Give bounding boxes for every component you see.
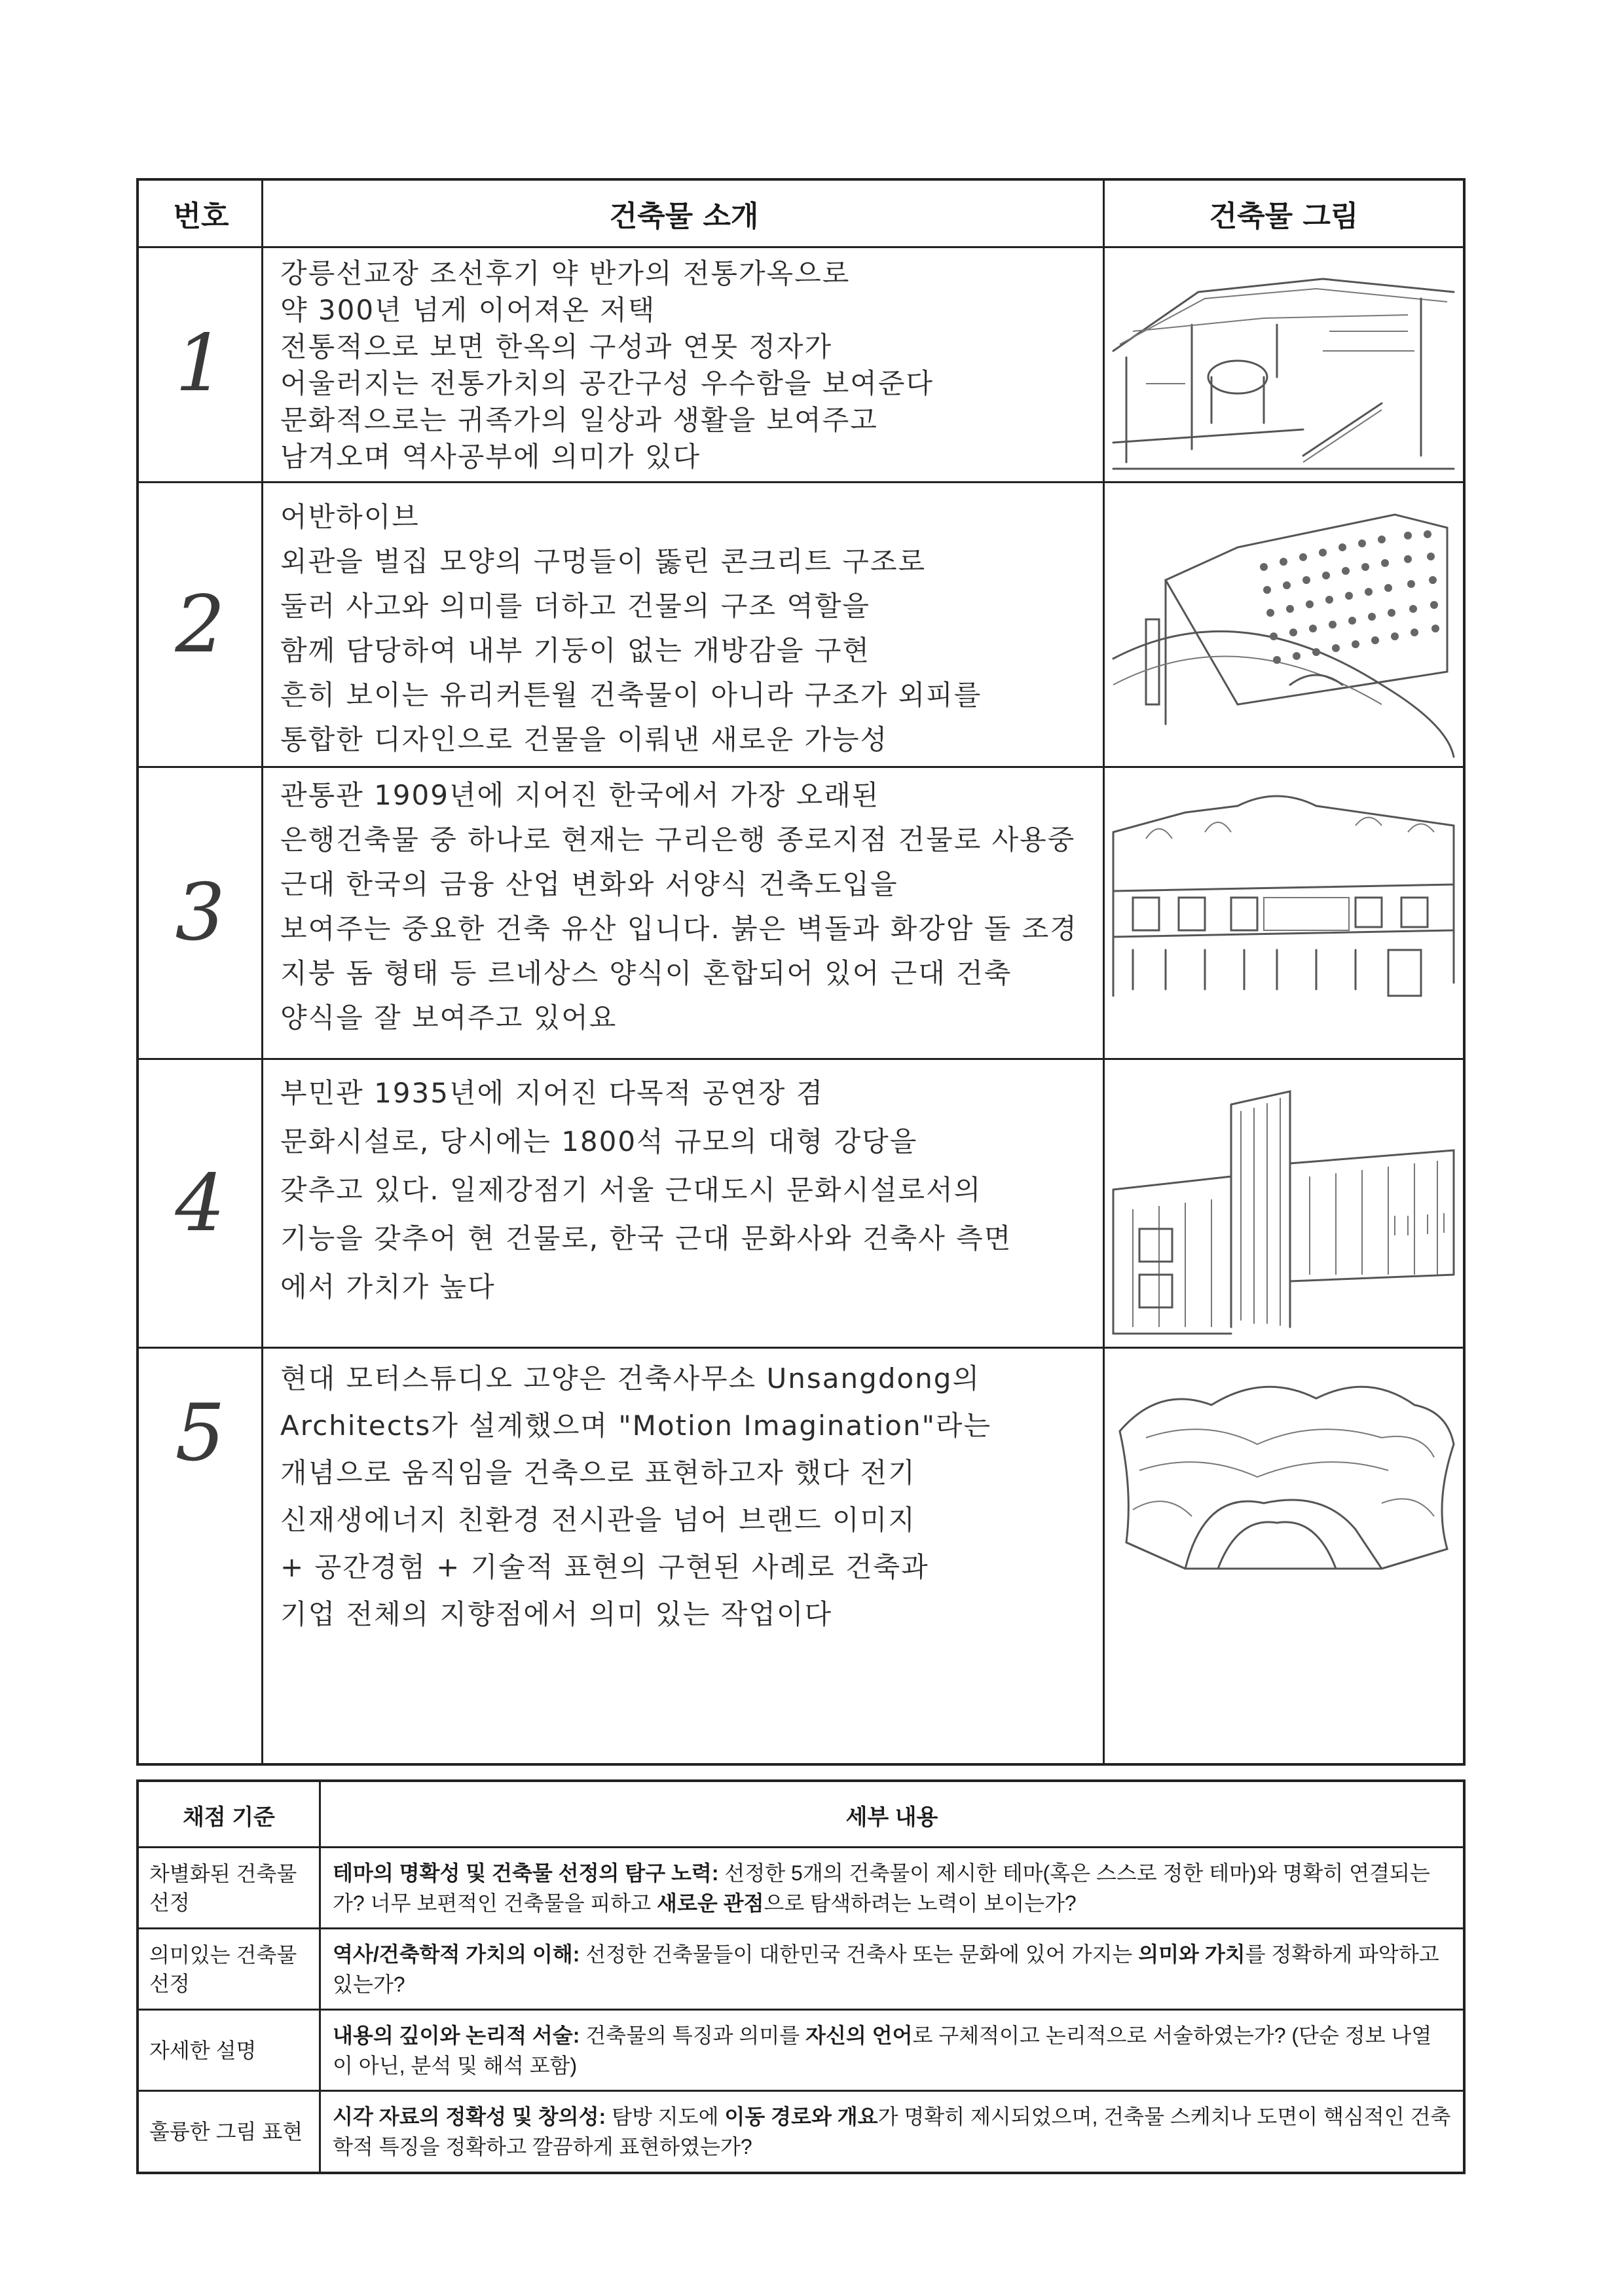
curved-shell-pavilion-sketch-icon [1107, 1359, 1460, 1595]
criterion-detail [321, 1848, 1463, 1927]
row-number: 5 [175, 1388, 225, 1479]
criteria-header-detail: 세부 내용 [845, 1804, 938, 1830]
description-line: 지붕 돔 형태 등 르네상스 양식이 혼합되어 있어 근대 건축 [280, 957, 1012, 989]
criterion-detail-text [333, 2102, 1451, 2162]
criterion-text: 가 명확히 제시되었으며, 건축물 스케치나 도면이 핵심적인 건축학적 특징을 정확하고 깔끔하게 표현하였는가? [333, 2105, 1451, 2159]
description-line: 약 300년 넘게 이어져온 저택 [280, 294, 656, 326]
description-line: 부민관 1935년에 지어진 다목적 공연장 겸 [280, 1077, 824, 1109]
description-line: 관통관 1909년에 지어진 한국에서 가장 오래된 [280, 779, 880, 811]
criterion-text: 건축물의 특징과 의미를 [580, 2023, 806, 2047]
criterion-bold-lead: 테마의 명확성 및 건축물 선정의 탐구 노력: [333, 1861, 719, 1885]
description-line: 양식을 잘 보여주고 있어요 [280, 1002, 618, 1034]
description-line: 흔히 보이는 유리커튼월 건축물이 아니라 구조가 외피를 [280, 679, 982, 711]
description-line: 어반하이브 [280, 501, 420, 533]
description-line: + 공간경험 + 기술적 표현의 구현된 사례로 건축과 [280, 1551, 929, 1583]
criterion-text: 으로 탐색하려는 노력이 보이는가? [764, 1891, 1077, 1915]
description-line: 어울러지는 전통가치의 공간구성 우수함을 보여준다 [280, 367, 934, 399]
criterion-text: 를 정확하게 파악하고 있는가? [333, 1942, 1439, 1996]
description-line: 신재생에너지 친환경 전시관을 넘어 브랜드 이미지 [280, 1504, 916, 1536]
description-line: 에서 가치가 높다 [280, 1271, 496, 1303]
criterion-text: 선정한 건축물들이 대한민국 건축사 또는 문화에 있어 가지는 [580, 1942, 1139, 1966]
row-description [263, 246, 1103, 481]
description-line: 개념으로 움직임을 건축으로 표현하고자 했다 전기 [280, 1457, 916, 1489]
honeycomb-facade-sketch-icon [1107, 488, 1460, 763]
description-line: 보여주는 중요한 건축 유산 입니다. 붉은 벽돌과 화강암 돌 조경 [280, 913, 1078, 945]
description-line: 전통적으로 보면 한옥의 구성과 연못 정자가 [280, 331, 833, 363]
description-line: Architects가 설계했으며 "Motion Imagination"라는 [280, 1410, 992, 1442]
criterion-detail-text [333, 1858, 1451, 1918]
header-intro: 건축물 소개 [263, 181, 1105, 248]
criterion-detail-text [333, 1939, 1451, 1999]
criterion-text: 탐방 지도에 [606, 2105, 725, 2128]
description-line: 문화적으로는 귀족가의 일상과 생활을 보여주고 [280, 404, 878, 436]
row-description [263, 768, 1103, 1058]
row-number: 1 [175, 318, 225, 409]
criterion-label: 차별화된 건축물 선정 [149, 1861, 297, 1914]
header-drawing: 건축물 그림 [1105, 181, 1463, 248]
brick-bank-building-sketch-icon [1107, 773, 1460, 1055]
description-line: 통합한 디자인으로 건물을 이뤄낸 새로운 가능성 [280, 723, 889, 756]
criterion-label: 훌륭한 그림 표현 [149, 2120, 303, 2143]
criteria-header-criterion: 채점 기준 [183, 1804, 275, 1830]
row-description [263, 483, 1103, 766]
description-line: 은행건축물 중 하나로 현재는 구리은행 종로지점 건물로 사용중 [280, 824, 1076, 856]
criterion-detail-text [333, 2020, 1451, 2081]
criterion-label: 자세한 설명 [149, 2038, 257, 2062]
row-number: 2 [175, 579, 225, 670]
criterion-text: 선정한 5개의 건축물이 제시한 테마(혹은 스스로 정한 테마)와 명확히 연결되는가? 너무 보편적인 건축물을 피하고 [333, 1861, 1430, 1915]
description-line: 남겨오며 역사공부에 의미가 있다 [280, 441, 701, 473]
header-number: 번호 [139, 181, 263, 248]
description-line: 근대 한국의 금융 산업 변화와 서양식 건축도입을 [280, 868, 898, 900]
description-line: 기능을 갖추어 현 건물로, 한국 근대 문화사와 건축사 측면 [280, 1222, 1012, 1254]
criterion-bold-keyword: 의미와 가치 [1138, 1942, 1246, 1966]
criterion-bold-keyword: 새로운 관점 [657, 1891, 764, 1915]
criterion-label: 의미있는 건축물 선정 [149, 1942, 297, 1995]
criterion-bold-lead: 내용의 깊이와 논리적 서술: [333, 2023, 580, 2047]
description-line: 갖추고 있다. 일제강점기 서울 근대도시 문화시설로서의 [280, 1174, 982, 1206]
criterion-bold-keyword: 자신의 언어 [805, 2023, 913, 2047]
description-line: 둘러 사고와 의미를 더하고 건물의 구조 역할을 [280, 590, 870, 622]
criterion-detail [321, 2092, 1463, 2172]
description-line: 외관을 벌집 모양의 구멍들이 뚫린 콘크리트 구조로 [280, 545, 927, 577]
description-line: 문화시설로, 당시에는 1800석 규모의 대형 강당을 [280, 1125, 918, 1157]
architecture-worksheet-table [136, 178, 1466, 1766]
criterion-bold-lead: 역사/건축학적 가치의 이해: [333, 1942, 580, 1966]
description-line: 함께 담당하여 내부 기둥이 없는 개방감을 구현 [280, 634, 870, 666]
hanok-courtyard-sketch-icon [1107, 253, 1460, 479]
description-line: 강릉선교장 조선후기 약 반가의 전통가옥으로 [280, 257, 851, 289]
column-divider [1103, 181, 1105, 1763]
criterion-detail [321, 1929, 1463, 2009]
row-number: 4 [175, 1157, 225, 1249]
criterion-bold-keyword: 이동 경로와 개요 [724, 2105, 878, 2128]
row-description [263, 1349, 1103, 1766]
criterion-detail [321, 2011, 1463, 2090]
tower-hall-sketch-icon [1107, 1065, 1460, 1343]
row-description [263, 1060, 1103, 1347]
grading-criteria-table [136, 1779, 1466, 2174]
criterion-text: 로 구체적이고 논리적으로 서술하였는가? (단순 정보 나열이 아닌, 분석 및 해석 포함) [333, 2023, 1432, 2077]
description-line: 기업 전체의 지향점에서 의미 있는 작업이다 [280, 1598, 833, 1630]
criterion-bold-lead: 시각 자료의 정확성 및 창의성: [333, 2105, 606, 2128]
description-line: 현대 모터스튜디오 고양은 건축사무소 Unsangdong의 [280, 1362, 981, 1394]
row-number: 3 [175, 867, 225, 958]
